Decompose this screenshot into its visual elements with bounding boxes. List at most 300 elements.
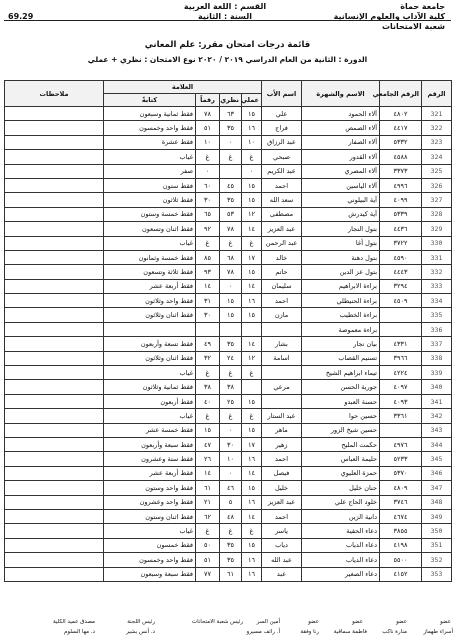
cell-total-num: ٤٩ [196, 337, 220, 351]
cell-notes [5, 394, 104, 408]
cell-name: آلاء الصفار [302, 135, 380, 149]
cell-theory: ٠ [220, 279, 242, 293]
cell-notes [5, 294, 104, 308]
cell-total-num: غ [196, 366, 220, 380]
col-practical: عملي [242, 94, 262, 107]
cell-uni-no: ٤٦٧٤ [380, 509, 422, 523]
cell-father: علي [262, 107, 302, 121]
cell-theory: غ [220, 366, 242, 380]
cell-notes [5, 452, 104, 466]
cell-total-num: ٩٣ [196, 265, 220, 279]
cell-practical: ١٢ [242, 207, 262, 221]
table-row [5, 164, 452, 178]
cell-practical: ١٦ [242, 294, 262, 308]
cell-seq: 352 [422, 553, 452, 567]
cell-uni-no: ٥٥٠٠ [380, 553, 422, 567]
faculty-name: كلية الآداب والعلوم الإنسانية [333, 12, 445, 21]
cell-seq: 325 [422, 164, 452, 178]
cell-notes [5, 351, 104, 365]
cell-theory [220, 164, 242, 178]
cell-practical [242, 380, 262, 394]
cell-seq: 331 [422, 250, 452, 264]
cell-name: براءة الابراهيم [302, 279, 380, 293]
cell-father: حاتم [262, 265, 302, 279]
cell-theory: ٦٣ [220, 107, 242, 121]
cell-practical: ١٥ [242, 481, 262, 495]
cell-uni-no: ٤٥٠٩ [380, 294, 422, 308]
cell-total-text: فقط اثنان وثلاثون [104, 351, 196, 365]
cell-total-num: ٥١ [196, 553, 220, 567]
table-row [5, 193, 452, 207]
cell-total-num: ٦٢ [196, 509, 220, 523]
cell-total-num: ٦١ [196, 481, 220, 495]
cell-total-text: غياب [104, 150, 196, 164]
cell-total-text: فقط ثلاثة وتسعون [104, 265, 196, 279]
cell-total-text: فقط اثنان وتسعون [104, 222, 196, 236]
col-seq: الرقم [422, 81, 452, 107]
cell-father: خالد [262, 250, 302, 264]
table-row [5, 452, 452, 466]
table-row [5, 524, 452, 538]
cell-name: آية كيدرش [302, 207, 380, 221]
cell-practical: غ [242, 150, 262, 164]
cell-father: احمد [262, 509, 302, 523]
cell-practical: ١٦ [242, 567, 262, 581]
cell-uni-no [380, 308, 422, 322]
cell-notes [5, 509, 104, 523]
cell-uni-no: ٤٥٨٨ [380, 150, 422, 164]
institution-block [334, 2, 445, 32]
signature-footer [0, 617, 455, 640]
cell-father: زهير [262, 437, 302, 451]
col-name: الاسم والشهرة [302, 81, 380, 107]
cell-total-text: فقط واحد وستون [104, 481, 196, 495]
cell-seq: 338 [422, 351, 452, 365]
cell-total-num: ٣٠ [196, 308, 220, 322]
cell-seq: 351 [422, 538, 452, 552]
cell-uni-no: ٤١٥٢ [380, 567, 422, 581]
cell-notes [5, 524, 104, 538]
cell-total-text [104, 322, 196, 336]
cell-seq: 327 [422, 193, 452, 207]
cell-seq: 341 [422, 394, 452, 408]
cell-notes [5, 466, 104, 480]
cell-theory: ١٠ [220, 452, 242, 466]
cell-uni-no: ٤٨٠٩ [380, 481, 422, 495]
document-code: 69.29 [8, 12, 34, 21]
cell-total-num: غ [196, 150, 220, 164]
cell-uni-no: ٤٠٩٩ [380, 193, 422, 207]
cell-practical: ١٦ [242, 121, 262, 135]
cell-father: صبحي [262, 150, 302, 164]
col-notes: ملاحظات [5, 81, 104, 107]
table-row [5, 466, 452, 480]
cell-father: احمد [262, 452, 302, 466]
cell-father: احمد [262, 178, 302, 192]
cell-father: مازن [262, 308, 302, 322]
cell-notes [5, 409, 104, 423]
col-grade: العلامة [104, 81, 262, 94]
cell-father: اسامة [262, 351, 302, 365]
cell-notes [5, 164, 104, 178]
cell-practical: غ [242, 409, 262, 423]
cell-name: آية البيلوني [302, 193, 380, 207]
cell-notes [5, 380, 104, 394]
cell-theory: ٤٥ [220, 178, 242, 192]
table-row [5, 279, 452, 293]
table-row [5, 481, 452, 495]
cell-seq: 334 [422, 294, 452, 308]
cell-uni-no: ٥٣٣٩ [380, 207, 422, 221]
cell-practical: ١٤ [242, 509, 262, 523]
cell-name: آلاء الصمص [302, 121, 380, 135]
cell-seq: 347 [422, 481, 452, 495]
cell-total-num [196, 322, 220, 336]
cell-total-text: صفر [104, 164, 196, 178]
cell-total-text: فقط خمسة وستون [104, 207, 196, 221]
cell-father [262, 366, 302, 380]
table-row [5, 322, 452, 336]
col-total-num: رقماً [196, 94, 220, 107]
cell-uni-no: ٤٩٧٦ [380, 437, 422, 451]
cell-name: بتول أغا [302, 236, 380, 250]
cell-total-text: غياب [104, 524, 196, 538]
cell-theory [220, 322, 242, 336]
cell-uni-no: ٣٧٤٦ [380, 495, 422, 509]
cell-notes [5, 567, 104, 581]
division-name: شعبة الامتحانات [381, 22, 445, 31]
table-row [5, 495, 452, 509]
cell-total-text: فقط ثمانية وثلاثون [104, 380, 196, 394]
cell-seq: 344 [422, 437, 452, 451]
cell-father: عبد الرحمن [262, 236, 302, 250]
cell-theory: ٥ [220, 495, 242, 509]
cell-name: بتول عز الدين [302, 265, 380, 279]
cell-total-text: فقط ثلاثون [104, 193, 196, 207]
document-title: قائمة درجات امتحان مقرر: علم المعاني [144, 40, 311, 50]
cell-seq: 324 [422, 150, 452, 164]
signature-8-name: د. مها السلوم [63, 629, 95, 635]
cell-total-text: فقط تسعة وأربعون [104, 337, 196, 351]
cell-total-num: غ [196, 524, 220, 538]
cell-practical: ١٦ [242, 452, 262, 466]
cell-notes [5, 337, 104, 351]
cell-name: حكمت المليح [302, 437, 380, 451]
cell-total-num: ٣١ [196, 294, 220, 308]
cell-uni-no [380, 322, 422, 336]
cell-uni-no: ٣٢٩٤ [380, 279, 422, 293]
cell-seq: 333 [422, 279, 452, 293]
cell-practical: ١٤ [242, 279, 262, 293]
cell-father: سليمان [262, 279, 302, 293]
cell-father [262, 322, 302, 336]
document-header [0, 0, 455, 70]
table-row [5, 337, 452, 351]
cell-seq: 348 [422, 495, 452, 509]
cell-total-text: فقط اثنان وستون [104, 509, 196, 523]
cell-total-text: فقط سبعة وأربعون [104, 437, 196, 451]
cell-practical: ١٦ [242, 495, 262, 509]
cell-name: بتول النجار [302, 222, 380, 236]
cell-practical: ٠ [242, 164, 262, 178]
cell-father: عبد [262, 567, 302, 581]
cell-total-num: ١٥ [196, 423, 220, 437]
cell-name: آلاء المصري [302, 164, 380, 178]
cell-notes [5, 121, 104, 135]
cell-seq: 323 [422, 135, 452, 149]
cell-notes [5, 207, 104, 221]
signature-6-title: رئيس شعبة الامتحانات [191, 619, 243, 625]
cell-total-num: ١٤ [196, 279, 220, 293]
cell-total-num: ٤٧ [196, 437, 220, 451]
cell-notes [5, 553, 104, 567]
cell-seq: 329 [422, 222, 452, 236]
cell-notes [5, 279, 104, 293]
cell-notes [5, 222, 104, 236]
cell-practical: ١٦ [242, 553, 262, 567]
cell-father: فيصل [262, 466, 302, 480]
cell-father: عبد الله [262, 553, 302, 567]
cell-theory: ٢٥ [220, 394, 242, 408]
cell-total-num: ٨٥ [196, 250, 220, 264]
cell-total-num: ٦٠ [196, 178, 220, 192]
cell-practical: ١٥ [242, 423, 262, 437]
cell-total-text: فقط ستون [104, 178, 196, 192]
cell-practical: ١٤ [242, 222, 262, 236]
cell-uni-no: ٤٢٢٤ [380, 366, 422, 380]
cell-notes [5, 250, 104, 264]
signature-3-name: فاطمة سماقية [333, 629, 367, 635]
cell-father: مرعي [262, 380, 302, 394]
table-header-row [5, 81, 452, 94]
cell-seq: 337 [422, 337, 452, 351]
signature-3-title: عضو [352, 619, 363, 625]
cell-theory: ١٥ [220, 294, 242, 308]
cell-uni-no: ٥٣٧٠ [380, 466, 422, 480]
cell-seq: 346 [422, 466, 452, 480]
cell-practical: ١٥ [242, 308, 262, 322]
cell-name: تيماء ابراهيم الشيخ [302, 366, 380, 380]
cell-seq: 350 [422, 524, 452, 538]
cell-total-text: غياب [104, 236, 196, 250]
cell-total-text: فقط خمسة وثمانون [104, 250, 196, 264]
cell-notes [5, 150, 104, 164]
cell-theory: ٣٥ [220, 337, 242, 351]
cell-father: فراج [262, 121, 302, 135]
grades-table [4, 80, 452, 582]
document-subtitle: الدورة : الثانية من العام الدراسي ٢٠١٩ / ٢٠٢٠ نوع الامتحان : نظري + عملي [87, 55, 368, 64]
cell-theory: ٣٥ [220, 121, 242, 135]
cell-uni-no: ٣٣٧٣ [380, 164, 422, 178]
cell-father: دياب [262, 538, 302, 552]
cell-theory: ٠ [220, 466, 242, 480]
cell-theory: ٤٦ [220, 481, 242, 495]
cell-notes [5, 423, 104, 437]
cell-total-text: فقط ستة وعشرون [104, 452, 196, 466]
col-uni-no: الرقم الجامعي [380, 81, 422, 107]
cell-theory: ٣٥ [220, 193, 242, 207]
cell-uni-no [380, 423, 422, 437]
cell-practical: ١٢ [242, 351, 262, 365]
cell-practical: ١٥ [242, 265, 262, 279]
cell-name: آلاء الياسين [302, 178, 380, 192]
cell-practical [242, 322, 262, 336]
cell-practical: ١٥ [242, 193, 262, 207]
signature-5-name: أ. رائف مسيرو [246, 629, 280, 635]
cell-theory: ٣٠ [220, 437, 242, 451]
cell-father: ياسر [262, 524, 302, 538]
cell-practical: غ [242, 366, 262, 380]
cell-theory: غ [220, 236, 242, 250]
signature-1-title: عضو [440, 619, 451, 625]
cell-name: دعاء الصغير [302, 567, 380, 581]
col-theory: نظري [220, 94, 242, 107]
table-row [5, 366, 452, 380]
cell-uni-no: ٤٥٩٠ [380, 250, 422, 264]
cell-total-num: ٧٧ [196, 567, 220, 581]
table-row [5, 222, 452, 236]
code-block [8, 2, 33, 22]
cell-total-text: فقط عشرة [104, 135, 196, 149]
cell-practical: ١٤ [242, 466, 262, 480]
cell-total-num: ٩٢ [196, 222, 220, 236]
year-label: السنة : الثانية [198, 12, 252, 21]
cell-seq: 322 [422, 121, 452, 135]
table-row [5, 294, 452, 308]
cell-theory: ٤٨ [220, 509, 242, 523]
cell-uni-no: ٥٣٣٢ [380, 135, 422, 149]
col-father: اسم الأب [262, 81, 302, 107]
cell-name: حسين شيخ الزور [302, 423, 380, 437]
table-row [5, 437, 452, 451]
cell-father: خليل [262, 481, 302, 495]
cell-name: دعاء الدياب [302, 553, 380, 567]
cell-name: خلود الحاج علي [302, 495, 380, 509]
cell-uni-no: ٤١٩٨ [380, 538, 422, 552]
cell-notes [5, 481, 104, 495]
cell-uni-no: ٣٧٢٢ [380, 236, 422, 250]
cell-father: احمد [262, 294, 302, 308]
signature-5-title: أمين السر [256, 619, 280, 625]
cell-uni-no: ٤٣٣١ [380, 337, 422, 351]
cell-total-text: فقط ثمانية وسبعون [104, 107, 196, 121]
cell-theory: ٢٤ [220, 351, 242, 365]
cell-father: ماهر [262, 423, 302, 437]
table-row [5, 250, 452, 264]
cell-total-text: غياب [104, 366, 196, 380]
cell-total-num: ٥٠ [196, 538, 220, 552]
cell-total-text: فقط أربعون [104, 394, 196, 408]
cell-total-text: فقط واحد وخمسون [104, 553, 196, 567]
cell-uni-no: ٤٠٩٣ [380, 394, 422, 408]
cell-seq: 330 [422, 236, 452, 250]
cell-theory: ٦١ [220, 567, 242, 581]
cell-uni-no: ٤٤١٧ [380, 121, 422, 135]
table-row [5, 394, 452, 408]
cell-practical: غ [242, 524, 262, 538]
table-row [5, 121, 452, 135]
cell-total-num: ٢١ [196, 495, 220, 509]
cell-seq: 340 [422, 380, 452, 394]
cell-seq: 321 [422, 107, 452, 121]
cell-uni-no: ٤٨٠٢ [380, 107, 422, 121]
cell-total-text: فقط اثنان وثلاثون [104, 308, 196, 322]
signature-4-name: رنا وفقة [300, 629, 319, 635]
course-block [170, 2, 280, 22]
cell-practical: ١٧ [242, 437, 262, 451]
cell-seq: 339 [422, 366, 452, 380]
cell-theory: ٣٨ [220, 380, 242, 394]
cell-practical: ١٠ [242, 135, 262, 149]
cell-uni-no: ٤٤٤٣ [380, 265, 422, 279]
cell-notes [5, 495, 104, 509]
cell-seq: 332 [422, 265, 452, 279]
cell-theory: غ [220, 150, 242, 164]
cell-father: سعد الله [262, 193, 302, 207]
cell-uni-no: ٤٤٣٦ [380, 222, 422, 236]
header-divider [4, 20, 451, 21]
table-row [5, 308, 452, 322]
signature-1-name: أسراء طهماز [423, 629, 453, 635]
table-row [5, 107, 452, 121]
cell-seq: 349 [422, 509, 452, 523]
cell-theory: ٠ [220, 423, 242, 437]
cell-total-num: غ [196, 409, 220, 423]
cell-name: حمزة العليوي [302, 466, 380, 480]
cell-father: عبد العزيز [262, 495, 302, 509]
cell-father: عبد الكريم [262, 164, 302, 178]
cell-theory: ٧٨ [220, 222, 242, 236]
cell-practical: ١٥ [242, 394, 262, 408]
cell-name: براءة معموصة [302, 322, 380, 336]
cell-name: بيان نجار [302, 337, 380, 351]
cell-total-num: ١٠ [196, 135, 220, 149]
cell-total-num: ٣٨ [196, 380, 220, 394]
cell-notes [5, 236, 104, 250]
cell-total-text: فقط خمسون [104, 538, 196, 552]
cell-total-text: فقط خمسة عشر [104, 423, 196, 437]
cell-uni-no: ٥٢٣٣ [380, 452, 422, 466]
cell-name: آلاء القدور [302, 150, 380, 164]
cell-uni-no: ٤٩٩٦ [380, 178, 422, 192]
university-name: جامعة حماة [400, 2, 445, 11]
cell-father [262, 394, 302, 408]
cell-notes [5, 193, 104, 207]
signature-7-name: د. أنس بشير [126, 629, 155, 635]
cell-total-num: ٥١ [196, 121, 220, 135]
cell-father: عبد العزيز [262, 222, 302, 236]
cell-practical: ١٤ [242, 337, 262, 351]
table-row [5, 135, 452, 149]
cell-total-num: ٣٠ [196, 193, 220, 207]
table-row [5, 567, 452, 581]
table-row [5, 409, 452, 423]
cell-name: دانية الزين [302, 509, 380, 523]
cell-total-num: غ [196, 236, 220, 250]
cell-seq: 343 [422, 423, 452, 437]
cell-total-num: ١٤ [196, 466, 220, 480]
cell-notes [5, 308, 104, 322]
cell-seq: 326 [422, 178, 452, 192]
cell-theory: ٧٨ [220, 265, 242, 279]
cell-name: دعاء الدياب [302, 538, 380, 552]
cell-name: براءة الخطيب [302, 308, 380, 322]
table-row [5, 553, 452, 567]
table-row [5, 380, 452, 394]
cell-name: تسنيم القصاب [302, 351, 380, 365]
cell-name: حسنة العبدو [302, 394, 380, 408]
cell-notes [5, 265, 104, 279]
